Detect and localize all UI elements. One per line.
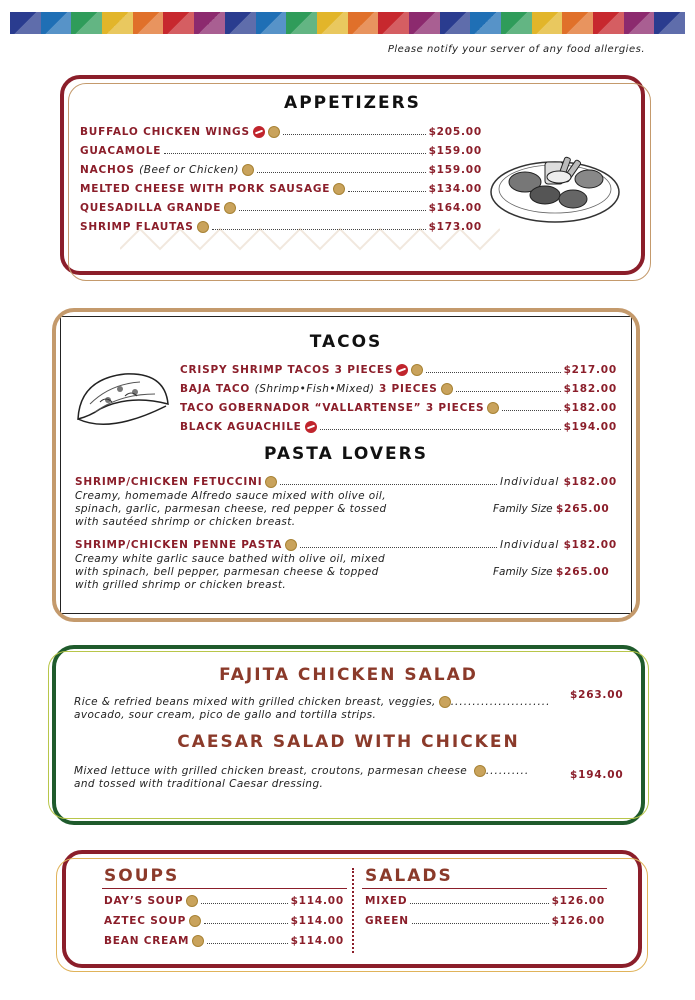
gluten-free-icon [242,164,254,176]
stripe-segment [654,12,685,34]
gluten-free-icon [192,935,204,947]
pasta-title: PASTA LOVERS [264,444,428,464]
tacos-pasta-section [60,316,632,614]
list-item: TACO GOBERNADOR “VALLARTENSE” 3 PIECES $182.00 [180,402,617,414]
item-description: Creamy, homemade Alfredo sauce mixed with olive oil, spinach, garlic, parmesan cheese, red pepper & tossed with sautéed shrimp or chicken breast. [75,490,387,528]
gluten-free-icon [439,696,451,708]
stripe-segment [624,12,655,34]
list-item: CRISPY SHRIMP TACOS 3 PIECES $217.00 [180,364,617,376]
list-item: SHRIMP/CHICKEN FETUCCINI Individual $182.00 [75,476,617,488]
stripe-segment [71,12,102,34]
chicken-salads-section [52,645,645,825]
stripe-segment [133,12,164,34]
list-item: QUESADILLA GRANDE $164.00 [80,202,482,214]
allergy-notice: Please notify your server of any food allergies. [387,44,645,55]
decorative-pattern [120,225,500,251]
list-item: GREEN $126.00 [365,915,605,927]
gluten-free-icon [474,765,486,777]
stripe-segment [501,12,532,34]
gluten-free-icon [333,183,345,195]
wings-plate-illustration [485,137,625,227]
gluten-free-icon [487,402,499,414]
item-description: Creamy white garlic sauce bathed with olive oil, mixed with spinach, bell pepper, parmesan cheese & topped with grilled shrimp or chicken breast. [75,553,386,591]
list-item: BAJA TACO (Shrimp•Fish•Mixed) 3 PIECES $182.00 [180,383,617,395]
stripe-segment [102,12,133,34]
caesar-salad-description: Mixed lettuce with grilled chicken breast, croutons, parmesan cheese .......... and tossed with traditional Caesar dressing. [74,765,530,790]
gluten-free-icon [285,539,297,551]
spicy-icon [305,421,317,433]
soups-salads-section [62,850,642,968]
fajita-salad-description: Rice & refried beans mixed with grilled chicken breast, veggies, ....................... avocado, sour cream, pico de gallo and tortilla strips. [74,696,551,721]
taco-illustration [70,364,175,439]
stripe-segment [409,12,440,34]
stripe-segment [593,12,624,34]
stripe-segment [440,12,471,34]
stripe-segment [562,12,593,34]
stripe-segment [348,12,379,34]
tacos-title: TACOS [309,332,383,352]
list-item: DAY’S SOUP $114.00 [104,895,344,907]
stripe-segment [378,12,409,34]
stripe-segment [286,12,317,34]
fajita-salad-title: FAJITA CHICKEN SALAD [219,665,478,685]
list-item: AZTEC SOUP $114.00 [104,915,344,927]
caesar-salad-title: CAESAR SALAD WITH CHICKEN [177,732,520,752]
salads-title: SALADS [365,866,453,886]
stripe-segment [163,12,194,34]
stripe-segment [194,12,225,34]
list-item: BEAN CREAM $114.00 [104,935,344,947]
gluten-free-icon [268,126,280,138]
family-size-price: Family Size $265.00 [493,566,610,578]
stripe-segment [256,12,287,34]
family-size-price: Family Size $265.00 [493,503,610,515]
stripe-segment [532,12,563,34]
caesar-salad-price: $194.00 [570,769,624,781]
gluten-free-icon [441,383,453,395]
soups-title-rule [102,888,347,889]
gluten-free-icon [411,364,423,376]
rainbow-stripe [10,12,685,34]
stripe-segment [41,12,72,34]
gluten-free-icon [265,476,277,488]
list-item: MELTED CHEESE WITH PORK SAUSAGE $134.00 [80,183,482,195]
gluten-free-icon [186,895,198,907]
spicy-icon [396,364,408,376]
list-item: BLACK AGUACHILE $194.00 [180,421,617,433]
list-item: SHRIMP FLAUTAS $173.00 [80,221,482,233]
column-divider [352,868,354,953]
gluten-free-icon [224,202,236,214]
list-item: MIXED $126.00 [365,895,605,907]
soups-title: SOUPS [104,866,180,886]
stripe-segment [225,12,256,34]
fajita-salad-price: $263.00 [570,689,624,701]
list-item: NACHOS (Beef or Chicken) $159.00 [80,164,482,176]
stripe-segment [317,12,348,34]
stripe-segment [10,12,41,34]
gluten-free-icon [189,915,201,927]
appetizers-title: APPETIZERS [284,93,421,113]
list-item: BUFFALO CHICKEN WINGS $205.00 [80,126,482,138]
spicy-icon [253,126,265,138]
stripe-segment [470,12,501,34]
appetizers-section [60,75,645,275]
list-item: GUACAMOLE $159.00 [80,145,482,157]
salads-title-rule [362,888,607,889]
list-item: SHRIMP/CHICKEN PENNE PASTA Individual $182.00 [75,539,617,551]
